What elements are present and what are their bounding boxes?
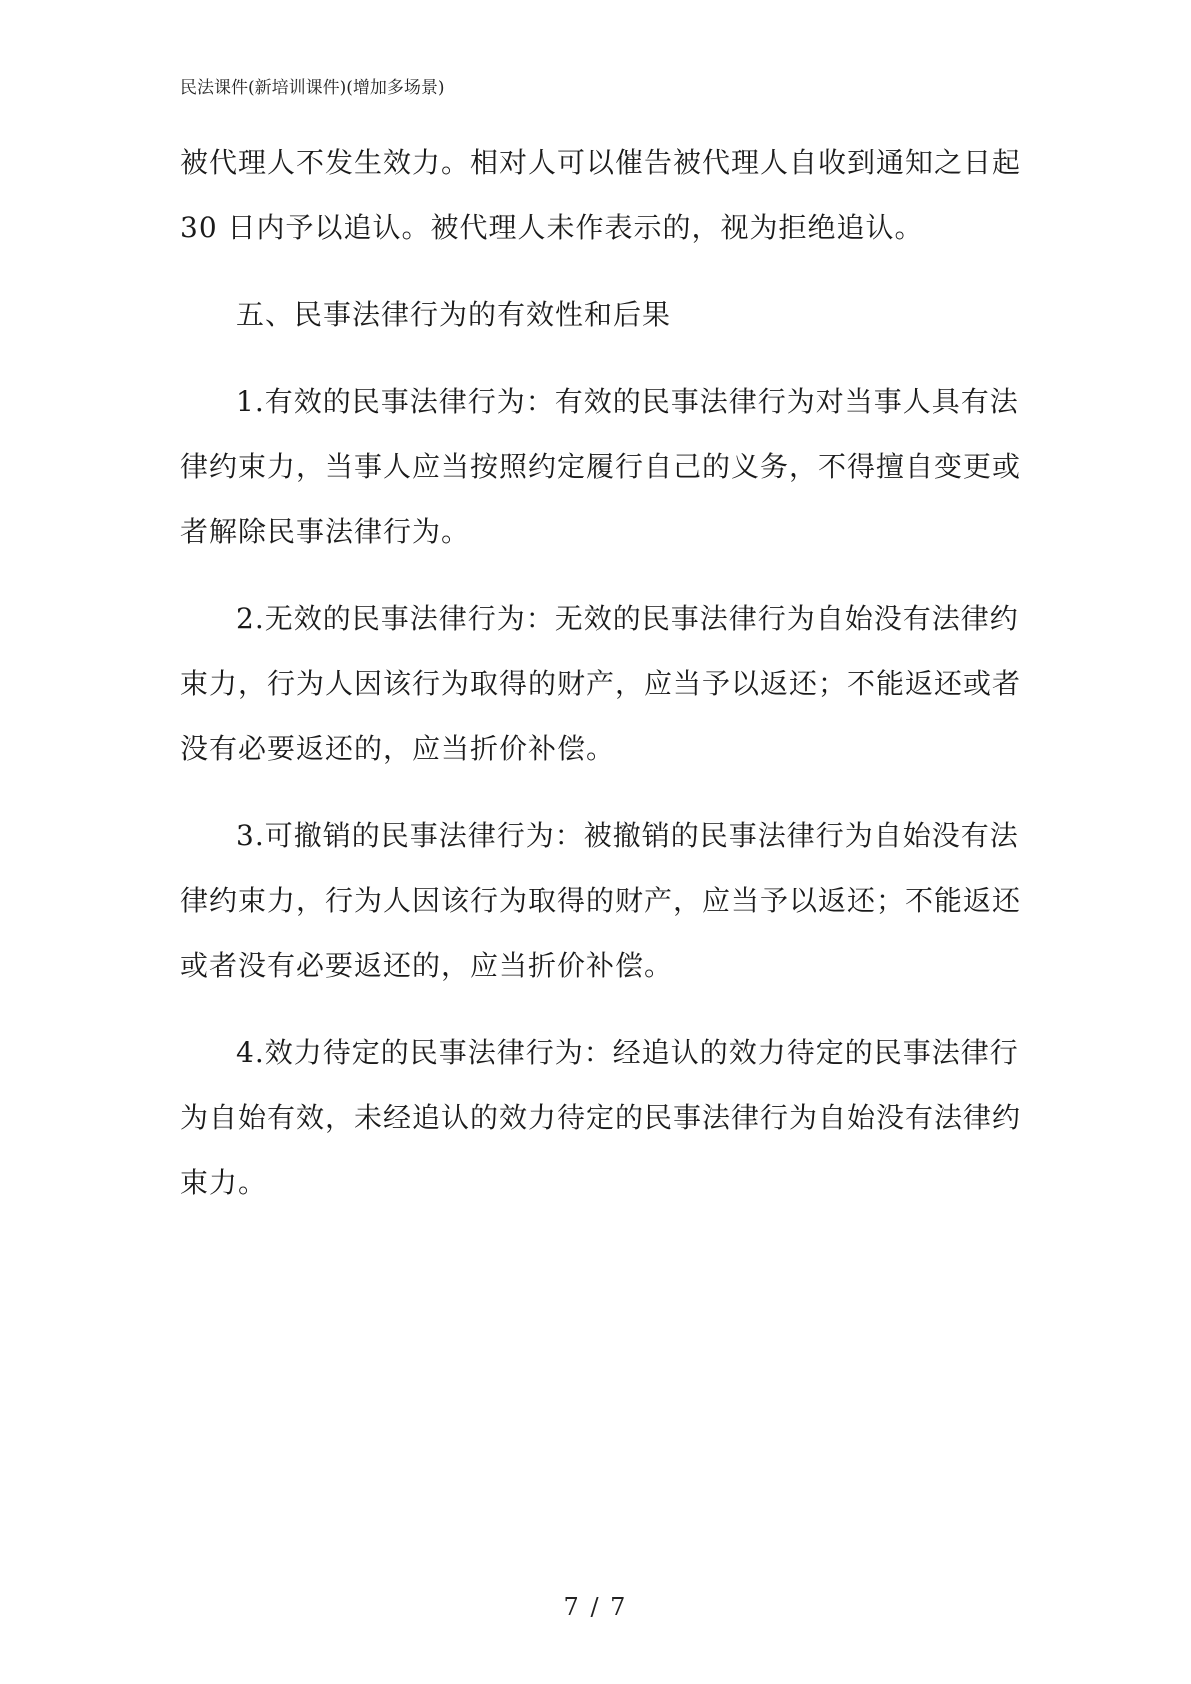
paragraph (180, 586, 1022, 781)
paragraph-line: 3.可撤销的民事法律行为：被撤销的民事法律行为自始没有法 (236, 819, 1019, 852)
paragraph-line: 者解除民事法律行为。 (180, 515, 471, 548)
paragraph (180, 369, 1022, 564)
page-number: 7 / 7 (563, 1593, 628, 1621)
paragraph-line: 束力，行为人因该行为取得的财产，应当予以返还；不能返还或者 (180, 667, 1022, 700)
page-header: 民法课件(新培训课件)(增加多场景) (180, 78, 445, 98)
paragraph-line: 30 日内予以追认。被代理人未作表示的，视为拒绝追认。 (180, 211, 924, 244)
paragraph-line: 律约束力，当事人应当按照约定履行自己的义务，不得擅自变更或 (180, 450, 1022, 483)
section-heading-text: 五、民事法律行为的有效性和后果 (236, 298, 672, 331)
paragraph-line: 2.无效的民事法律行为：无效的民事法律行为自始没有法律约 (236, 602, 1019, 635)
section-heading (180, 282, 1000, 347)
paragraph (180, 130, 1022, 260)
paragraph-line: 4.效力待定的民事法律行为：经追认的效力待定的民事法律行 (236, 1036, 1019, 1069)
paragraph (180, 1020, 1022, 1215)
paragraph-line: 束力。 (180, 1166, 268, 1199)
paragraph (180, 803, 1022, 998)
paragraph-line: 律约束力，行为人因该行为取得的财产，应当予以返还；不能返还 (180, 884, 1022, 917)
paragraph-line: 为自始有效，未经追认的效力待定的民事法律行为自始没有法律约 (180, 1101, 1022, 1134)
paragraph-line: 被代理人不发生效力。相对人可以催告被代理人自收到通知之日起 (180, 146, 1022, 179)
document-body (180, 130, 1022, 1215)
paragraph-line: 或者没有必要返还的，应当折价补偿。 (180, 949, 674, 982)
paragraph-line: 没有必要返还的，应当折价补偿。 (180, 732, 616, 765)
paragraph-line: 1.有效的民事法律行为：有效的民事法律行为对当事人具有法 (236, 385, 1019, 418)
